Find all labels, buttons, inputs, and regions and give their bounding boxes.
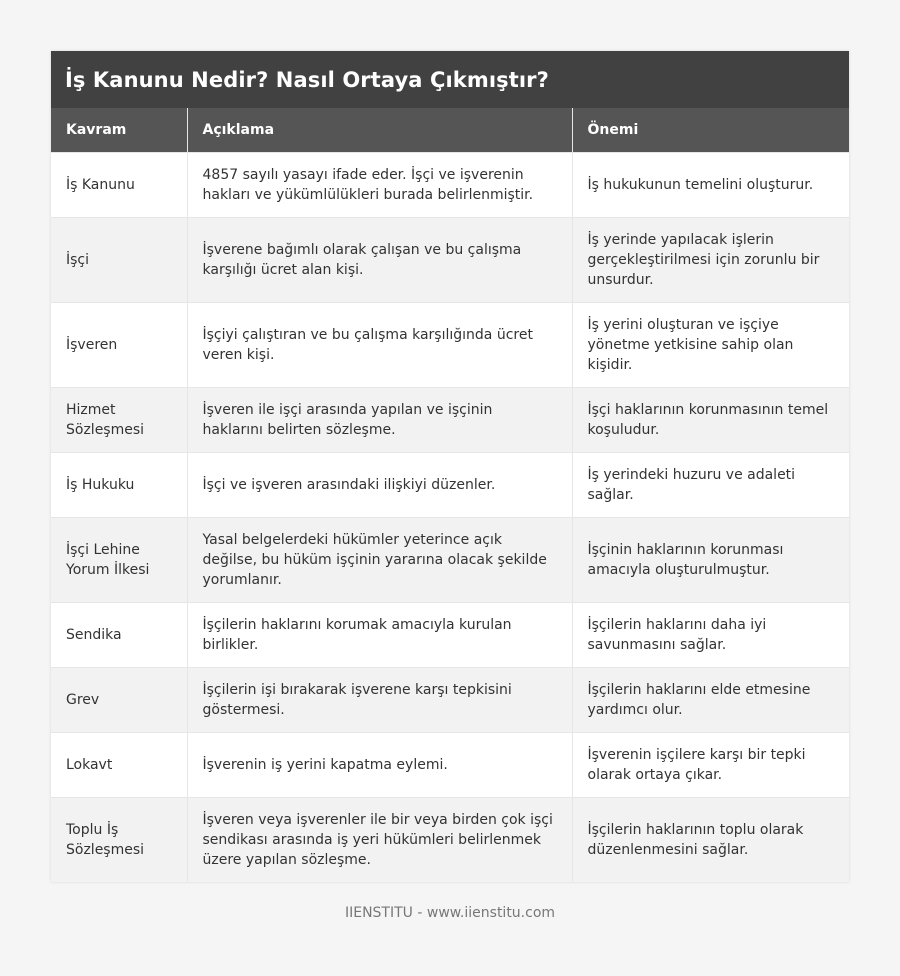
cell-term: Hizmet Sözleşmesi [51,387,187,452]
table-row [51,732,849,797]
cell-importance: İşçinin haklarının korunması amacıyla oluşturulmuştur. [572,517,849,602]
column-header-aciklama: Açıklama [187,108,572,152]
cell-importance: İşçilerin haklarını elde etmesine yardımcı olur. [572,667,849,732]
table-header-row [51,108,849,152]
cell-description: İşçi ve işveren arasındaki ilişkiyi düzenler. [187,452,572,517]
column-header-onemi: Önemi [572,108,849,152]
table-row [51,452,849,517]
table-row [51,387,849,452]
cell-description: İşverenin iş yerini kapatma eylemi. [187,732,572,797]
cell-term: İş Hukuku [51,452,187,517]
table-row [51,152,849,217]
cell-description: Yasal belgelerdeki hükümler yeterince açık değilse, bu hüküm işçinin yararına olacak şekilde yorumlanır. [187,517,572,602]
cell-term: İşçi [51,217,187,302]
cell-term: Lokavt [51,732,187,797]
cell-description: İşçilerin haklarını korumak amacıyla kurulan birlikler. [187,602,572,667]
cell-importance: İş yerinde yapılacak işlerin gerçekleştirilmesi için zorunlu bir unsurdur. [572,217,849,302]
table-row [51,667,849,732]
cell-importance: İş yerindeki huzuru ve adaleti sağlar. [572,452,849,517]
table-row [51,517,849,602]
concepts-table [51,108,849,882]
cell-term: İş Kanunu [51,152,187,217]
cell-importance: İşçilerin haklarının toplu olarak düzenlenmesini sağlar. [572,797,849,882]
cell-importance: İşçi haklarının korunmasının temel koşuludur. [572,387,849,452]
table-row [51,797,849,882]
cell-term: İşveren [51,302,187,387]
table-row [51,602,849,667]
table-row [51,302,849,387]
cell-importance: İş hukukunun temelini oluşturur. [572,152,849,217]
cell-term: Toplu İş Sözleşmesi [51,797,187,882]
cell-term: Sendika [51,602,187,667]
footer-credit: IIENSTITU - www.iienstitu.com [344,905,556,921]
cell-description: İşçilerin işi bırakarak işverene karşı tepkisini göstermesi. [187,667,572,732]
cell-term: İşçi Lehine Yorum İlkesi [51,517,187,602]
cell-description: 4857 sayılı yasayı ifade eder. İşçi ve işverenin hakları ve yükümlülükleri burada belirlenmiştir. [187,152,572,217]
table-card [51,51,849,882]
cell-importance: İşçilerin haklarını daha iyi savunmasını sağlar. [572,602,849,667]
cell-description: İşverene bağımlı olarak çalışan ve bu çalışma karşılığı ücret alan kişi. [187,217,572,302]
column-header-kavram: Kavram [66,121,127,138]
table-row [51,217,849,302]
cell-importance: İş yerini oluşturan ve işçiye yönetme yetkisine sahip olan kişidir. [572,302,849,387]
cell-description: İşçiyi çalıştıran ve bu çalışma karşılığında ücret veren kişi. [187,302,572,387]
table-title-bar [51,51,849,108]
cell-importance: İşverenin işçilere karşı bir tepki olarak ortaya çıkar. [572,732,849,797]
page-title: İş Kanunu Nedir? Nasıl Ortaya Çıkmıştır? [65,67,549,92]
cell-description: İşveren ile işçi arasında yapılan ve işçinin haklarını belirten sözleşme. [187,387,572,452]
cell-description: İşveren veya işverenler ile bir veya birden çok işçi sendikası arasında iş yeri hükümleri belirlenmek üzere yapılan sözleşme. [187,797,572,882]
cell-term: Grev [51,667,187,732]
